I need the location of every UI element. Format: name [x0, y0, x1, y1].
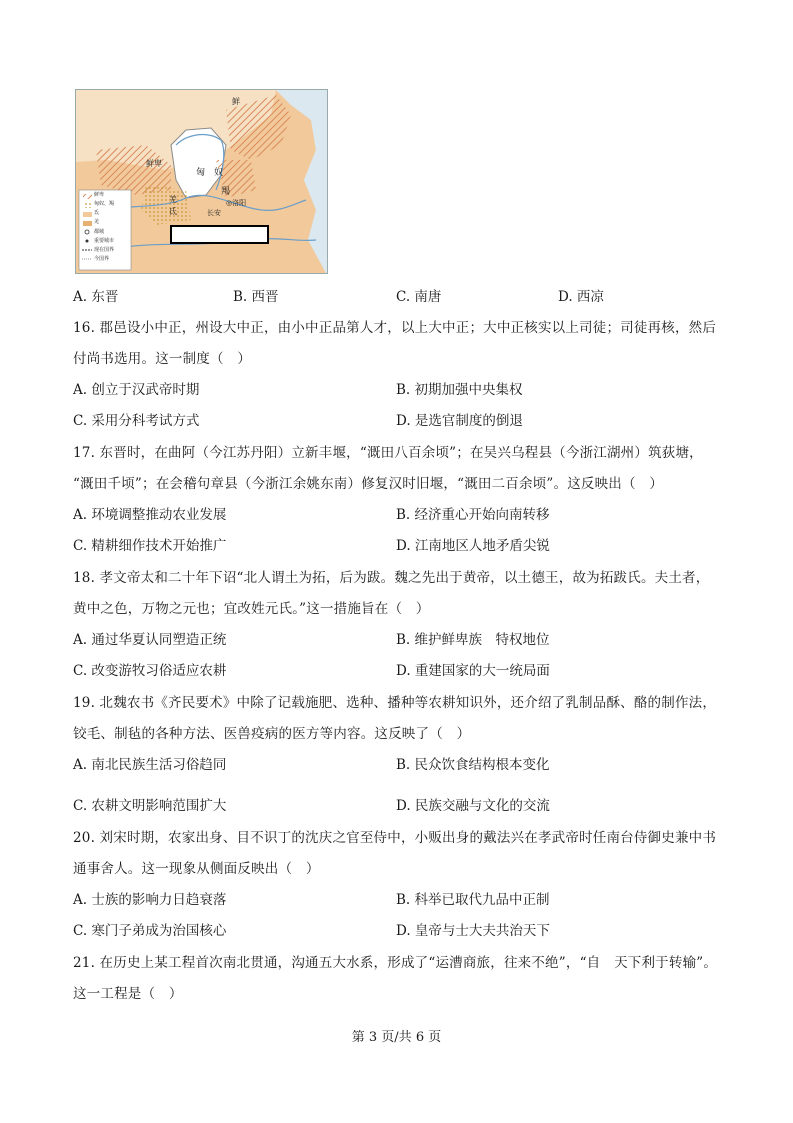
map-label-xianbei: 鲜 — [232, 97, 240, 106]
q19-option-c[interactable]: C. 农耕文明影响范围扩大 — [73, 798, 227, 814]
q15-option-a[interactable]: A. 东晋 — [73, 289, 119, 305]
map-legend-item: 都城 — [94, 229, 105, 235]
q15-option-d[interactable]: D. 西凉 — [558, 289, 604, 305]
map-label-xiongnu2: 奴 — [214, 168, 224, 178]
map-legend-item: 今国界 — [94, 256, 110, 262]
q17-stem-line2: “溉田千顷”；在会稽句章县（今浙江余姚东南）修复汉时旧堰，“溉田二百余顷”。这反映出（ ） — [73, 476, 664, 492]
q19-option-d[interactable]: D. 民族交融与文化的交流 — [396, 798, 550, 814]
q17-option-c[interactable]: C. 精耕细作技术开始推广 — [73, 538, 227, 554]
map-label-changan: 长安 — [207, 209, 221, 217]
q19-stem-line2: 铰毛、制毡的各种方法、医兽疫病的医方等内容。这反映了（ ） — [73, 726, 471, 742]
q20-option-a[interactable]: A. 士族的影响力日趋衰落 — [73, 892, 227, 908]
q18-option-b[interactable]: B. 维护鲜卑族 特权地位 — [396, 632, 550, 648]
map-legend-item: 羌 — [94, 219, 100, 225]
q17-option-b[interactable]: B. 经济重心开始向南转移 — [396, 507, 550, 523]
q15-option-c[interactable]: C. 南唐 — [396, 289, 442, 305]
q18-stem-line1: 18. 孝文帝太和二十年下诏“北人谓土为拓，后为跋。魏之先出于黄帝，以土德王，故为拓跋氏。夫土者， — [73, 570, 710, 586]
q21-stem-line1: 21. 在历史上某工程首次南北贯通，沟通五大水系，形成了“运漕商旅，往来不绝”，“自 天下利于转输”。 — [73, 955, 718, 971]
q19-option-a[interactable]: A. 南北民族生活习俗趋同 — [73, 757, 227, 773]
q16-option-b[interactable]: B. 初期加强中央集权 — [396, 382, 523, 398]
q20-stem-line1: 20. 刘宋时期，农家出身、目不识丁的沈庆之官至侍中，小贩出身的戴法兴在孝武帝时任南台侍御史兼中书 — [73, 830, 717, 846]
q16-option-d[interactable]: D. 是选官制度的倒退 — [396, 413, 523, 429]
q18-option-d[interactable]: D. 重建国家的大一统局面 — [396, 663, 550, 679]
q18-option-a[interactable]: A. 通过华夏认同塑造正统 — [73, 632, 227, 648]
q21-stem-line2: 这一工程是（ ） — [73, 986, 183, 1002]
q20-stem-line2: 通事舍人。这一现象从侧面反映出（ ） — [73, 861, 320, 877]
q15-option-b[interactable]: B. 西晋 — [233, 289, 279, 305]
q16-stem-line1: 16. 郡邑设小中正，州设大中正，由小中正品第人才，以上大中正；大中正核实以上司徒；司徒再核，然后 — [73, 320, 717, 336]
map-legend-item: 现在国界 — [94, 247, 115, 253]
q20-option-b[interactable]: B. 科举已取代九品中正制 — [396, 892, 550, 908]
q19-stem-line1: 19. 北魏农书《齐民要术》中除了记载施肥、选种、播种等农耕知识外，还介绍了乳制品酥、酪的制作法， — [73, 695, 717, 711]
map-label-xianbei-west: 鲜卑 — [146, 159, 162, 168]
map-legend-item: 氐 — [94, 210, 100, 216]
page-number-footer: 第 3 页/共 6 页 — [351, 1030, 442, 1045]
map-label-xiongnu1: 匈 — [196, 168, 206, 178]
map-legend-item: 鲜卑 — [94, 192, 105, 198]
map-label-luoyang: ◎洛阳 — [226, 199, 247, 207]
q19-option-b[interactable]: B. 民众饮食结构根本变化 — [396, 757, 550, 773]
q20-option-c[interactable]: C. 寒门子弟成为治国核心 — [73, 923, 227, 939]
q18-option-c[interactable]: C. 改变游牧习俗适应农耕 — [73, 663, 227, 679]
q18-stem-line2: 黄中之色，万物之元也；宜改姓元氏。”这一措施旨在（ ） — [73, 601, 430, 617]
q16-option-c[interactable]: C. 采用分科考试方式 — [73, 413, 200, 429]
map-legend-item: 重要城市 — [94, 238, 115, 244]
q20-option-d[interactable]: D. 皇帝与士大夫共治天下 — [396, 923, 550, 939]
q16-option-a[interactable]: A. 创立于汉武帝时期 — [73, 382, 200, 398]
q17-option-a[interactable]: A. 环境调整推动农业发展 — [73, 507, 227, 523]
q16-stem-line2: 付尚书选用。这一制度（ ） — [73, 351, 252, 367]
map-label-jie: 羯 — [221, 187, 231, 197]
historical-map — [75, 89, 328, 274]
map-label-qiang: 羌 — [169, 195, 177, 204]
q17-option-d[interactable]: D. 江南地区人地矛盾尖锐 — [396, 538, 550, 554]
map-legend-item: 匈奴、羯 — [94, 201, 115, 207]
q17-stem-line1: 17. 东晋时，在曲阿（今江苏丹阳）立新丰堰，“溉田八百余顷”；在吴兴乌程县（今浙江湖州）筑荻塘， — [73, 445, 703, 461]
map-label-di: 氐 — [169, 207, 177, 216]
